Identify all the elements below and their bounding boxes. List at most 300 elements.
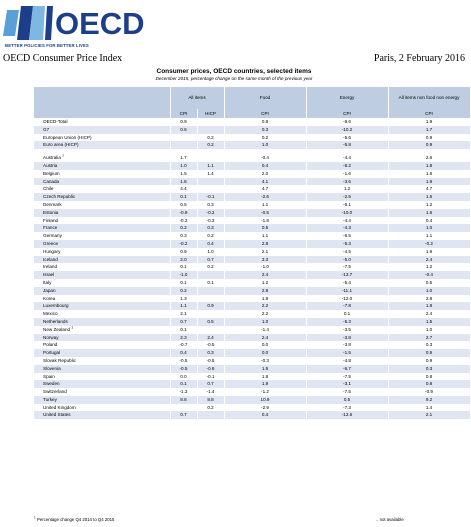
hicp-cell — [197, 326, 224, 334]
core-cell — [388, 263, 470, 271]
core-cell — [388, 154, 470, 162]
table-row — [34, 201, 470, 209]
country-cell-value: European Union (HICP) — [43, 134, 92, 140]
food-cell — [224, 185, 306, 193]
cpi-cell — [170, 201, 197, 209]
table-row — [34, 334, 470, 342]
country-cell — [34, 373, 170, 381]
energy-cell — [306, 341, 388, 349]
cpi-cell-value: 2.0 — [180, 256, 187, 262]
core-cell-value: 1.6 — [425, 209, 433, 215]
core-cell-value: 2.7 — [425, 334, 433, 340]
country-cell — [34, 154, 170, 162]
core-cell-value: 1.2 — [425, 201, 433, 207]
cpi-cell — [170, 380, 197, 388]
country-cell-value: Sweden — [43, 381, 60, 387]
cpi-cell-value: -0.7 — [179, 342, 188, 348]
core-cell-value: 1.9 — [425, 119, 433, 124]
country-cell — [34, 357, 170, 365]
logo-tagline: BETTER POLICIES FOR BETTER LIVES — [5, 43, 89, 48]
header-food: Food — [224, 87, 306, 109]
table-row — [34, 248, 470, 256]
food-cell-value: -0.4 — [261, 155, 269, 161]
hicp-cell — [197, 411, 224, 419]
energy-cell-value: -8.6 — [343, 119, 351, 124]
country-cell-value: Switzerland — [43, 389, 67, 395]
core-cell — [388, 279, 470, 287]
food-cell — [224, 232, 306, 240]
cpi-cell — [170, 326, 197, 334]
energy-cell — [306, 388, 388, 396]
cpi-cell-value: -0.5 — [179, 357, 188, 363]
core-cell — [388, 248, 470, 256]
country-cell — [34, 279, 170, 287]
energy-cell-value: -1.5 — [343, 350, 351, 356]
food-cell — [224, 388, 306, 396]
header-all-items: All items — [170, 87, 224, 109]
country-cell-value: Italy — [43, 279, 52, 285]
core-cell — [388, 256, 470, 264]
core-cell — [388, 240, 470, 248]
cpi-cell — [170, 388, 197, 396]
country-cell — [34, 411, 170, 419]
energy-cell — [306, 224, 388, 232]
food-cell-value: 1.8 — [261, 373, 269, 379]
hicp-cell-value: -0.5 — [206, 357, 215, 363]
country-cell — [34, 341, 170, 349]
cpi-cell — [170, 411, 197, 419]
cpi-cell-value: 1.3 — [180, 295, 187, 301]
energy-cell — [306, 263, 388, 271]
cpi-cell-value: 0.3 — [180, 233, 187, 239]
food-cell — [224, 141, 306, 149]
table-row — [34, 256, 470, 264]
core-cell — [388, 126, 470, 134]
hicp-cell-value: -0.1 — [206, 194, 215, 200]
energy-cell-value: -6.7 — [343, 365, 351, 371]
energy-cell-value: -7.3 — [343, 404, 351, 410]
cpi-cell — [170, 287, 197, 295]
table-row — [34, 271, 470, 279]
core-cell-value: -0.4 — [425, 272, 433, 278]
hicp-cell — [197, 232, 224, 240]
hicp-cell-value: 0.2 — [207, 142, 214, 148]
food-cell — [224, 248, 306, 256]
country-cell-value: Luxembourg — [43, 303, 69, 309]
core-cell — [388, 318, 470, 326]
country-cell-value: Norway — [43, 334, 59, 340]
cpi-cell — [170, 349, 197, 357]
food-cell — [224, 404, 306, 412]
cpi-cell — [170, 334, 197, 342]
cpi-cell-value: 4.4 — [180, 186, 187, 192]
energy-cell — [306, 318, 388, 326]
core-cell — [388, 271, 470, 279]
subheader-energy-cpi: CPI — [306, 109, 388, 118]
table-row — [34, 279, 470, 287]
hicp-cell — [197, 154, 224, 162]
core-cell — [388, 365, 470, 373]
cpi-cell-value: 0.9 — [180, 119, 187, 124]
energy-cell-value: -4.4 — [343, 155, 351, 161]
cpi-cell-value: 0.0 — [180, 373, 187, 379]
cpi-cell — [170, 357, 197, 365]
table-row — [34, 141, 470, 149]
country-cell-value: Slovak Republic — [43, 357, 76, 363]
cpi-cell-value: 0.7 — [180, 318, 187, 324]
country-cell-value: Japan — [43, 287, 56, 293]
food-cell — [224, 134, 306, 142]
core-cell-value: 0.5 — [425, 279, 433, 285]
table-row — [34, 404, 470, 412]
cpi-cell-value: 2.1 — [180, 311, 187, 317]
core-cell-value: -0.2 — [425, 240, 433, 246]
energy-cell-value: -2.5 — [343, 194, 351, 200]
table-row — [34, 365, 470, 373]
energy-cell — [306, 256, 388, 264]
header-core: All items non food non energy — [388, 87, 470, 109]
energy-cell-value: -3.5 — [343, 326, 351, 332]
country-cell — [34, 380, 170, 388]
cpi-cell — [170, 295, 197, 303]
core-cell-value: 0.3 — [425, 342, 433, 348]
hicp-cell-value: 0.2 — [207, 233, 214, 239]
hicp-cell — [197, 248, 224, 256]
energy-cell — [306, 295, 388, 303]
food-cell — [224, 162, 306, 170]
subheader-country — [34, 109, 170, 118]
food-cell-value: -1.4 — [261, 326, 269, 332]
core-cell-value: 0.9 — [425, 357, 433, 363]
country-cell — [34, 263, 170, 271]
table-row — [34, 411, 470, 419]
food-cell — [224, 334, 306, 342]
cpi-cell-value: 0.9 — [180, 248, 187, 254]
table-row — [34, 154, 470, 162]
cpi-cell-value: 0.1 — [180, 194, 187, 200]
core-cell — [388, 411, 470, 419]
energy-cell — [306, 334, 388, 342]
energy-cell — [306, 240, 388, 248]
country-cell-value: Turkey — [43, 396, 57, 402]
country-cell-value: Korea — [43, 295, 56, 301]
cpi-cell — [170, 232, 197, 240]
report-title: OECD Consumer Price Index — [3, 53, 123, 64]
food-cell-value: 4.7 — [261, 186, 269, 192]
country-cell-value: Portugal — [43, 350, 61, 356]
hicp-cell-value: 0.3 — [207, 201, 214, 207]
food-cell-value: 2.4 — [261, 334, 269, 340]
cpi-cell-value: -0.9 — [179, 209, 188, 215]
core-cell-value: 1.5 — [425, 194, 433, 200]
food-cell — [224, 126, 306, 134]
core-cell-value: 1.1 — [425, 233, 433, 239]
country-cell — [34, 256, 170, 264]
country-cell — [34, 178, 170, 186]
food-cell-value: 2.2 — [261, 303, 269, 309]
cpi-cell-value: 0.7 — [180, 412, 187, 418]
core-cell — [388, 404, 470, 412]
cpi-cell-value: -0.5 — [179, 365, 188, 371]
core-cell-value: 1.9 — [425, 248, 433, 254]
hicp-cell-value: 0.2 — [207, 264, 214, 270]
food-cell — [224, 380, 306, 388]
food-cell — [224, 256, 306, 264]
cpi-table — [34, 87, 471, 419]
cpi-cell-value: 0.6 — [180, 126, 187, 132]
footnote-marker: 1 — [71, 325, 74, 330]
table-row — [34, 118, 470, 126]
food-cell — [224, 279, 306, 287]
energy-cell — [306, 310, 388, 318]
energy-cell — [306, 357, 388, 365]
cpi-cell — [170, 271, 197, 279]
cpi-cell — [170, 279, 197, 287]
hicp-cell — [197, 341, 224, 349]
food-cell-value: 1.9 — [261, 381, 269, 387]
core-cell-value: 1.4 — [425, 404, 433, 410]
energy-cell-value: -7.5 — [343, 264, 351, 270]
cpi-cell — [170, 396, 197, 404]
energy-cell — [306, 411, 388, 419]
cpi-cell — [170, 302, 197, 310]
energy-cell — [306, 232, 388, 240]
hicp-cell — [197, 279, 224, 287]
hicp-cell-value: 0.9 — [207, 303, 214, 309]
cpi-cell-value: -0.2 — [179, 217, 188, 223]
food-cell-value: -2.9 — [261, 404, 269, 410]
energy-cell — [306, 201, 388, 209]
energy-cell-value: -7.5 — [343, 373, 351, 379]
food-cell — [224, 295, 306, 303]
table-row — [34, 263, 470, 271]
country-cell-value: Euro area (HICP) — [43, 142, 79, 148]
energy-cell — [306, 185, 388, 193]
core-cell-value: -0.9 — [425, 389, 433, 395]
food-cell — [224, 178, 306, 186]
food-cell-value: 0.2 — [261, 134, 269, 140]
cpi-cell-value: 1.7 — [180, 155, 187, 161]
food-cell — [224, 217, 306, 225]
cpi-cell-value: -1.3 — [179, 389, 188, 395]
cpi-cell-value: 1.6 — [180, 178, 187, 184]
hicp-cell-value: -0.2 — [206, 209, 215, 215]
hicp-cell-value: 0.5 — [207, 318, 214, 324]
country-cell-value: Estonia — [43, 209, 59, 215]
energy-cell — [306, 162, 388, 170]
core-cell — [388, 201, 470, 209]
food-cell-value: 10.9 — [260, 396, 270, 402]
subheader-food-cpi: CPI — [224, 109, 306, 118]
country-cell — [34, 185, 170, 193]
cpi-cell-value: 8.8 — [180, 396, 187, 402]
country-cell — [34, 134, 170, 142]
core-cell — [388, 193, 470, 201]
cpi-cell — [170, 263, 197, 271]
cpi-cell — [170, 318, 197, 326]
food-cell-value: 0.0 — [261, 350, 269, 356]
food-cell — [224, 263, 306, 271]
core-cell-value: 9.2 — [425, 396, 433, 402]
energy-cell-value: -11.1 — [341, 287, 353, 293]
country-cell — [34, 318, 170, 326]
country-cell-value: Austria — [43, 162, 58, 168]
food-cell — [224, 373, 306, 381]
report-date: Paris, 2 February 2016 — [373, 53, 465, 64]
hicp-cell — [197, 193, 224, 201]
energy-cell — [306, 396, 388, 404]
energy-cell-value: -4.3 — [343, 225, 351, 231]
country-cell-value: Germany — [43, 233, 62, 239]
hicp-cell — [197, 126, 224, 134]
country-cell-value: Australia — [43, 155, 61, 161]
core-cell-value: 1.2 — [425, 264, 433, 270]
country-cell-value: Mexico — [43, 311, 58, 317]
country-cell-value: Netherlands — [43, 318, 68, 324]
cpi-cell-value: 0.4 — [180, 350, 187, 356]
core-cell — [388, 287, 470, 295]
cpi-cell-value: 1.1 — [180, 303, 187, 309]
energy-cell-value: 0.5 — [343, 396, 351, 402]
energy-cell-value: -12.6 — [341, 412, 353, 418]
hicp-cell — [197, 141, 224, 149]
header-energy: Energy — [306, 87, 388, 109]
country-cell — [34, 302, 170, 310]
energy-cell — [306, 193, 388, 201]
core-cell — [388, 349, 470, 357]
energy-cell — [306, 404, 388, 412]
country-cell-value: Israel — [43, 272, 55, 278]
energy-cell-value: -4.4 — [343, 217, 351, 223]
country-cell-value: Iceland — [43, 256, 58, 262]
food-cell-value: 1.5 — [261, 365, 269, 371]
energy-cell-value: 1.2 — [343, 186, 351, 192]
country-cell — [34, 271, 170, 279]
food-cell — [224, 349, 306, 357]
core-cell — [388, 357, 470, 365]
hicp-cell — [197, 380, 224, 388]
food-cell — [224, 201, 306, 209]
cpi-cell — [170, 341, 197, 349]
core-cell — [388, 217, 470, 225]
core-cell-value: 0.3 — [425, 365, 433, 371]
table-row — [34, 185, 470, 193]
core-cell — [388, 118, 470, 126]
hicp-cell-value: -0.3 — [206, 217, 215, 223]
hicp-cell-value: 1.4 — [207, 170, 214, 176]
core-cell — [388, 326, 470, 334]
energy-cell-value: -6.5 — [343, 233, 351, 239]
hicp-cell — [197, 240, 224, 248]
country-cell — [34, 310, 170, 318]
cpi-cell — [170, 217, 197, 225]
hicp-cell — [197, 170, 224, 178]
energy-cell-value: -5.4 — [343, 279, 351, 285]
energy-cell — [306, 178, 388, 186]
hicp-cell — [197, 295, 224, 303]
hicp-cell — [197, 318, 224, 326]
energy-cell — [306, 154, 388, 162]
country-cell — [34, 118, 170, 126]
cpi-cell — [170, 404, 197, 412]
country-cell-value: Spain — [43, 373, 55, 379]
country-cell-value: Poland — [43, 342, 58, 348]
food-cell-value: 0.3 — [261, 126, 269, 132]
country-cell — [34, 326, 170, 334]
cpi-cell-value: -0.2 — [179, 240, 188, 246]
cpi-cell-value: 0.1 — [180, 381, 187, 387]
table-row — [34, 349, 470, 357]
energy-cell-value: -3.6 — [343, 178, 351, 184]
food-cell — [224, 118, 306, 126]
core-cell — [388, 295, 470, 303]
country-cell — [34, 170, 170, 178]
energy-cell-value: -13.7 — [341, 272, 353, 278]
hicp-cell — [197, 388, 224, 396]
cpi-cell — [170, 240, 197, 248]
food-cell — [224, 287, 306, 295]
country-cell-value: Finland — [43, 217, 59, 223]
energy-cell — [306, 326, 388, 334]
core-cell-value: 2.1 — [425, 412, 433, 418]
core-cell-value: 0.8 — [425, 381, 433, 387]
energy-cell — [306, 279, 388, 287]
table-row — [34, 287, 470, 295]
core-cell-value: 1.5 — [425, 318, 433, 324]
subheader-hicp: HICP — [197, 109, 224, 118]
hicp-cell — [197, 365, 224, 373]
cpi-cell — [170, 178, 197, 186]
core-cell — [388, 209, 470, 217]
energy-cell — [306, 170, 388, 178]
cpi-cell — [170, 248, 197, 256]
table-row — [34, 217, 470, 225]
hicp-cell-value: -0.5 — [206, 342, 215, 348]
hicp-cell-value: 2.4 — [207, 334, 214, 340]
subheader-cpi: CPI — [170, 109, 197, 118]
cpi-cell — [170, 193, 197, 201]
energy-cell-value: -3.1 — [343, 381, 351, 387]
energy-cell-value: -3.8 — [343, 342, 351, 348]
country-cell — [34, 404, 170, 412]
hicp-cell-value: 0.2 — [207, 134, 214, 140]
country-cell — [34, 193, 170, 201]
energy-cell — [306, 248, 388, 256]
core-cell-value: 0.9 — [425, 134, 433, 140]
cpi-cell — [170, 134, 197, 142]
table-row — [34, 310, 470, 318]
core-cell — [388, 388, 470, 396]
country-cell-value: United Kingdom — [43, 404, 76, 410]
food-cell-value: -2.6 — [261, 194, 269, 200]
footnote-marker: 1 — [62, 153, 64, 158]
food-cell — [224, 154, 306, 162]
cpi-cell — [170, 126, 197, 134]
food-cell-value: 0.4 — [261, 162, 269, 168]
energy-cell-value: -5.3 — [343, 240, 351, 246]
cpi-cell-value: 2.3 — [180, 334, 187, 340]
hicp-cell — [197, 209, 224, 217]
hicp-cell — [197, 404, 224, 412]
table-row — [34, 224, 470, 232]
table-row — [34, 318, 470, 326]
core-cell — [388, 373, 470, 381]
core-cell-value: 1.8 — [425, 303, 433, 309]
country-cell — [34, 365, 170, 373]
food-cell-value: 2.8 — [261, 240, 269, 246]
table-subtitle: December 2015, percentage change on the same month of the previous year — [155, 76, 313, 81]
hicp-cell — [197, 162, 224, 170]
